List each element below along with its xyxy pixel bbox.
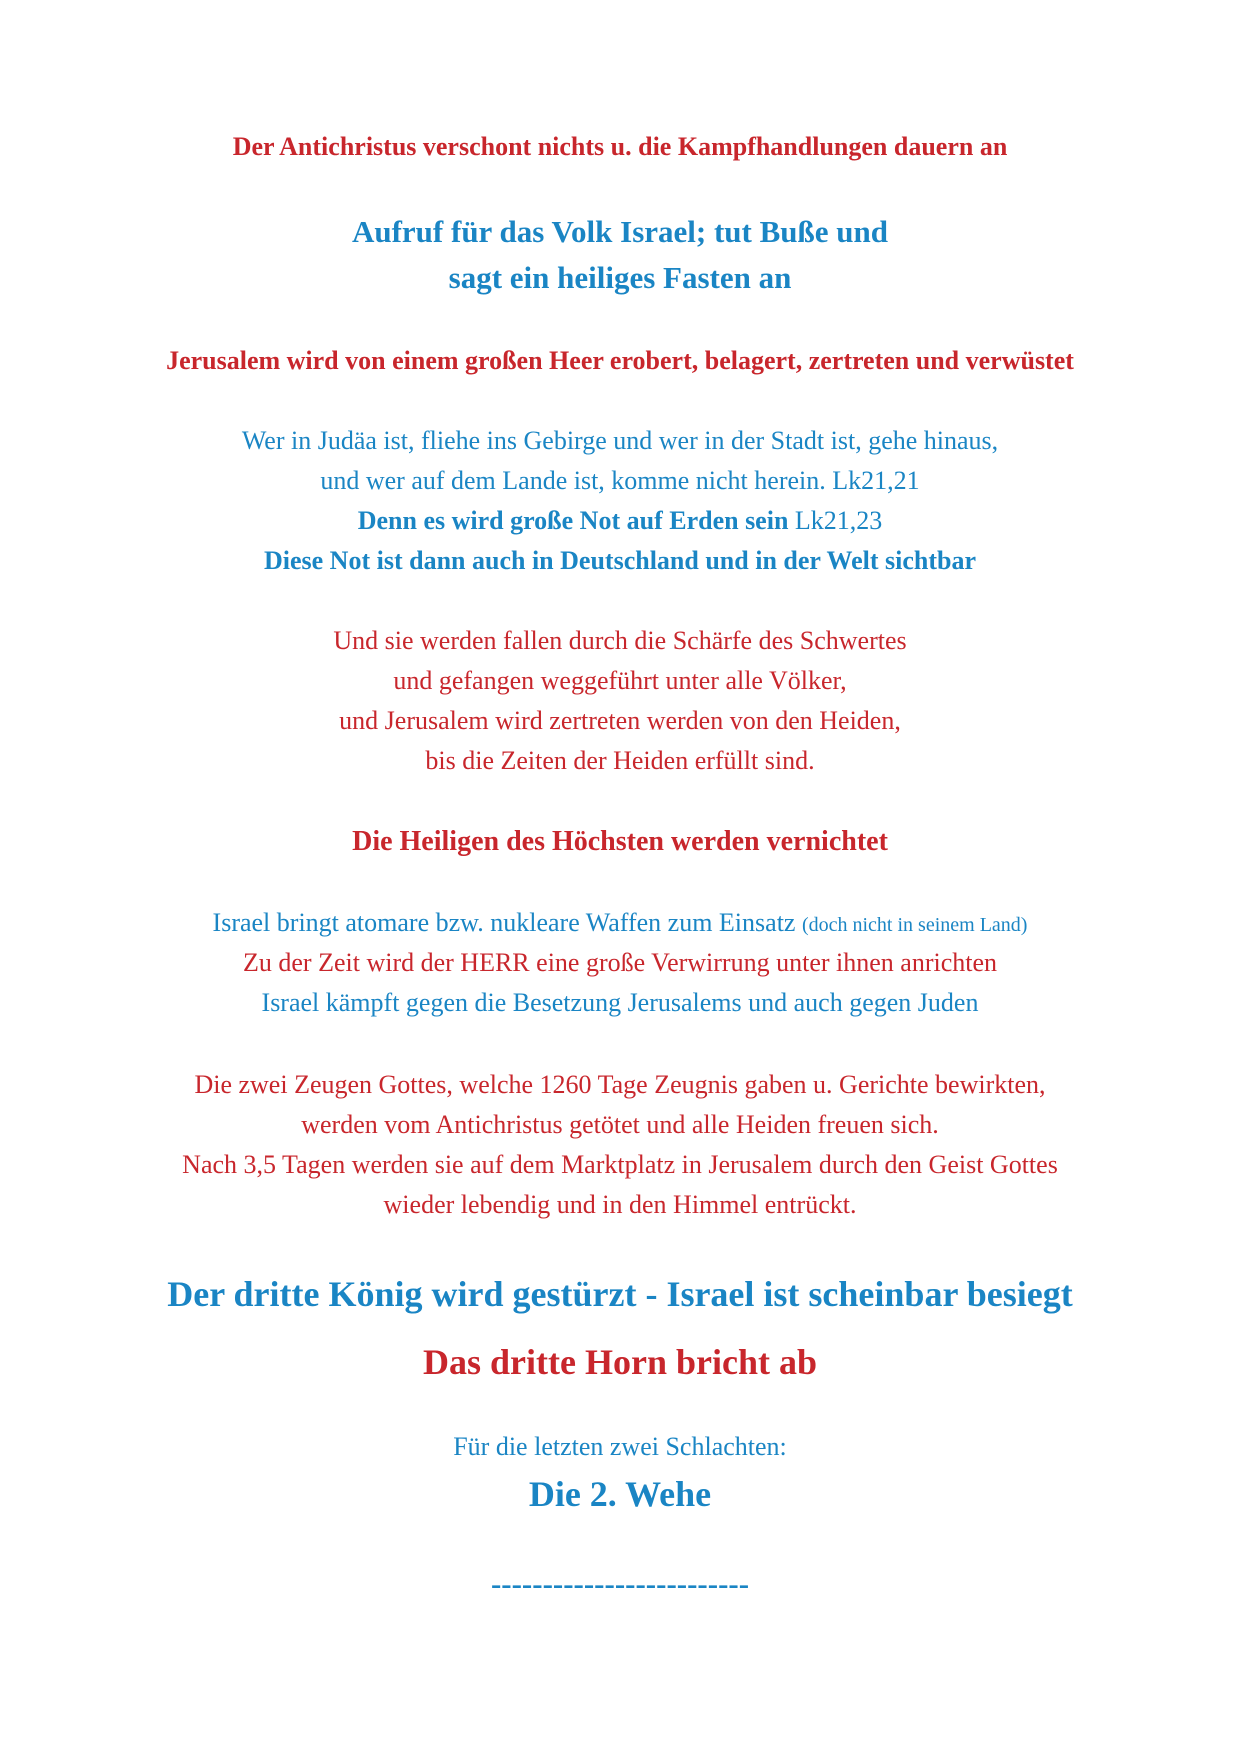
heading-saints: Die Heiligen des Höchsten werden vernichtet	[352, 826, 888, 857]
block-4-line-4: wieder lebendig und in den Himmel entrückt.	[383, 1190, 857, 1219]
block-3-line-2: Zu der Zeit wird der HERR eine große Verwirrung unter ihnen anrichten	[243, 948, 997, 977]
block-1-line-3	[0, 508, 1240, 534]
heading-antichrist: Der Antichristus verschont nichts u. die Kampfhandlungen dauern an	[232, 132, 1008, 161]
heading-third-horn: Das dritte Horn bricht ab	[423, 1342, 817, 1382]
block-2-line-2: und gefangen weggeführt unter alle Völker,	[393, 666, 847, 695]
block-1-line-3-bold: Denn es wird große Not auf Erden sein	[357, 506, 789, 535]
block-3-line-1-main: Israel bringt atomare bzw. nukleare Waffen zum Einsatz	[212, 908, 796, 937]
block-2-line-1: Und sie werden fallen durch die Schärfe des Schwertes	[333, 626, 907, 655]
divider-dashes: -------------------------	[490, 1566, 750, 1601]
block-2-line-3: und Jerusalem wird zertreten werden von den Heiden,	[339, 706, 901, 735]
block-4-line-2: werden vom Antichristus getötet und alle Heiden freuen sich.	[301, 1110, 939, 1139]
block-1-line-2: und wer auf dem Lande ist, komme nicht herein. Lk21,21	[320, 466, 920, 495]
block-4-line-1: Die zwei Zeugen Gottes, welche 1260 Tage Zeugnis gaben u. Gerichte bewirkten,	[194, 1070, 1046, 1099]
block-3-line-1	[0, 910, 1240, 936]
block-1-line-1: Wer in Judäa ist, fliehe ins Gebirge und wer in der Stadt ist, gehe hinaus,	[241, 426, 999, 455]
block-4-line-3: Nach 3,5 Tagen werden sie auf dem Marktplatz in Jerusalem durch den Geist Gottes	[182, 1150, 1058, 1179]
block-3-line-1-note: (doch nicht in seinem Land)	[801, 914, 1028, 936]
block-2-line-4: bis die Zeiten der Heiden erfüllt sind.	[425, 746, 815, 775]
block-1-line-4: Diese Not ist dann auch in Deutschland und in der Welt sichtbar	[263, 546, 976, 575]
closing-title: Die 2. Wehe	[528, 1474, 712, 1514]
heading-jerusalem: Jerusalem wird von einem großen Heer erobert, belagert, zertreten und verwüstet	[166, 346, 1074, 375]
closing-intro: Für die letzten zwei Schlachten:	[453, 1432, 787, 1461]
block-1-line-3-ref: Lk21,23	[794, 506, 883, 535]
heading-call-line-1: Aufruf für das Volk Israel; tut Buße und	[351, 214, 889, 249]
heading-call-line-2: sagt ein heiliges Fasten an	[448, 260, 792, 295]
block-3-line-3: Israel kämpft gegen die Besetzung Jerusalems und auch gegen Juden	[261, 988, 979, 1017]
heading-third-king: Der dritte König wird gestürzt - Israel ist scheinbar besiegt	[167, 1274, 1073, 1314]
